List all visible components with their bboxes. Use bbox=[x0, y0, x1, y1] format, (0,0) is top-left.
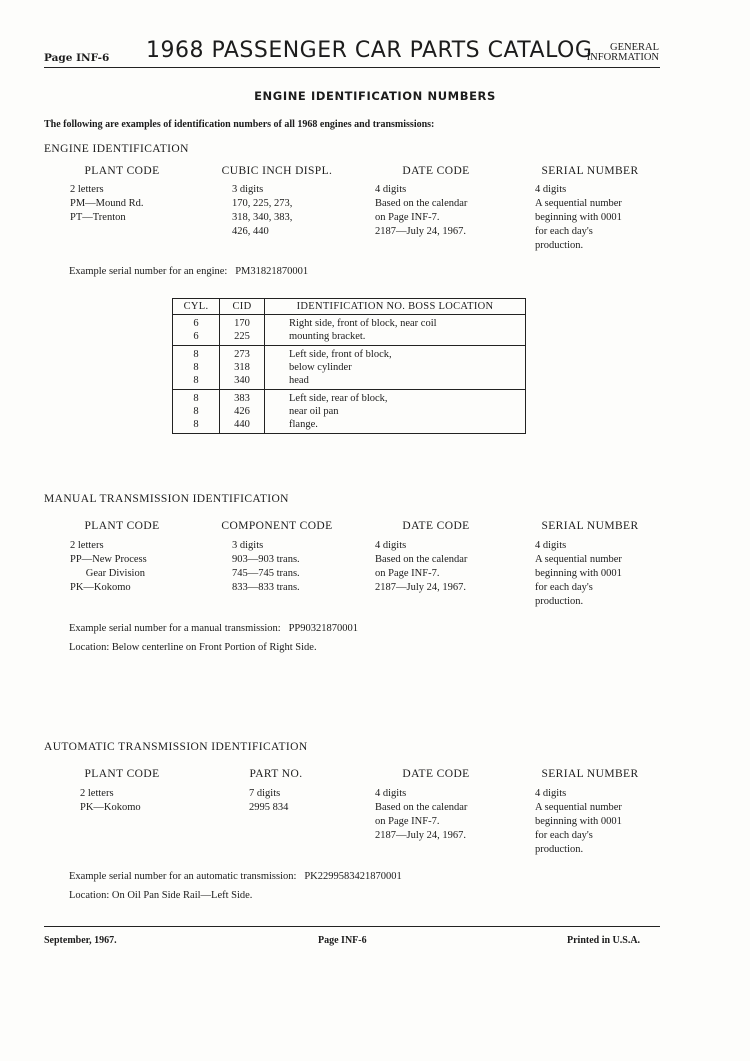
manual-heading: MANUAL TRANSMISSION IDENTIFICATION bbox=[44, 493, 289, 505]
automatic-example bbox=[69, 871, 402, 882]
automatic-col2-head: PART NO. bbox=[249, 768, 303, 780]
automatic-col4-head: SERIAL NUMBER bbox=[541, 768, 639, 780]
automatic-col3-head: DATE CODE bbox=[402, 768, 470, 780]
catalog-title: 1968 PASSENGER CAR PARTS CATALOG bbox=[146, 38, 593, 63]
manual-col1-body: 2 letters PP—New Process Gear Division PK—Kokomo bbox=[70, 540, 147, 593]
intro-text: The following are examples of identification numbers of all 1968 engines and transmissions: bbox=[44, 119, 435, 130]
footer-rule bbox=[44, 926, 660, 927]
manual-col2-body: 3 digits 903—903 trans. 745—745 trans. 833—833 trans. bbox=[232, 540, 300, 593]
table-cell-cid: 273 318 340 bbox=[220, 346, 265, 390]
engine-col4-body: 4 digits A sequential number beginning with 0001 for each day's production. bbox=[535, 184, 622, 251]
table-cell-location: Right side, front of block, near coil mounting bracket. bbox=[265, 315, 526, 346]
section-label-line1: GENERAL bbox=[610, 42, 659, 53]
table-cell-cyl: 8 8 8 bbox=[173, 390, 220, 434]
engine-heading: ENGINE IDENTIFICATION bbox=[44, 143, 189, 155]
engine-col1-head: PLANT CODE bbox=[84, 165, 160, 177]
manual-example bbox=[69, 623, 358, 634]
manual-col3-head: DATE CODE bbox=[402, 520, 470, 532]
table-cell-location: Left side, front of block, below cylinder head bbox=[265, 346, 526, 390]
engine-col2-head: CUBIC INCH DISPL. bbox=[221, 165, 333, 177]
table-cell-cyl: 6 6 bbox=[173, 315, 220, 346]
automatic-heading: AUTOMATIC TRANSMISSION IDENTIFICATION bbox=[44, 741, 308, 753]
engine-col1-body: 2 letters PM—Mound Rd. PT—Trenton bbox=[70, 184, 144, 223]
table-header-location: IDENTIFICATION NO. BOSS LOCATION bbox=[265, 299, 526, 315]
engine-col3-head: DATE CODE bbox=[402, 165, 470, 177]
footer-date: September, 1967. bbox=[44, 935, 117, 946]
table-header-row bbox=[173, 299, 526, 315]
manual-example-label: Example serial number for a manual transmission: bbox=[69, 623, 281, 634]
engine-col4-head: SERIAL NUMBER bbox=[541, 165, 639, 177]
header-rule bbox=[44, 67, 660, 68]
automatic-col1-body: 2 letters PK—Kokomo bbox=[80, 788, 141, 813]
table-row bbox=[173, 346, 526, 390]
table-cell-cyl: 8 8 8 bbox=[173, 346, 220, 390]
automatic-col4-body: 4 digits A sequential number beginning with 0001 for each day's production. bbox=[535, 788, 622, 855]
manual-col4-body: 4 digits A sequential number beginning with 0001 for each day's production. bbox=[535, 540, 622, 607]
manual-col2-head: COMPONENT CODE bbox=[221, 520, 333, 532]
engine-col2-body: 3 digits 170, 225, 273, 318, 340, 383, 426, 440 bbox=[232, 184, 293, 237]
section-label-line2: INFORMATION bbox=[586, 52, 659, 63]
automatic-col2-body: 7 digits 2995 834 bbox=[249, 788, 289, 813]
automatic-example-label: Example serial number for an automatic transmission: bbox=[69, 871, 297, 882]
table-header-cyl: CYL. bbox=[173, 299, 220, 315]
table-header-cid: CID bbox=[220, 299, 265, 315]
engine-example-label: Example serial number for an engine: bbox=[69, 266, 228, 277]
automatic-location: Location: On Oil Pan Side Rail—Left Side. bbox=[69, 890, 253, 901]
engine-col3-body: 4 digits Based on the calendar on Page INF-7. 2187—July 24, 1967. bbox=[375, 184, 468, 237]
manual-col4-head: SERIAL NUMBER bbox=[541, 520, 639, 532]
engine-example bbox=[69, 266, 308, 277]
footer-printed: Printed in U.S.A. bbox=[567, 935, 641, 946]
section-label bbox=[566, 43, 659, 63]
footer-page-number: Page INF-6 bbox=[318, 935, 367, 946]
manual-col1-head: PLANT CODE bbox=[84, 520, 160, 532]
automatic-col3-body: 4 digits Based on the calendar on Page INF-7. 2187—July 24, 1967. bbox=[375, 788, 468, 841]
table-row bbox=[173, 315, 526, 346]
table-cell-cid: 170 225 bbox=[220, 315, 265, 346]
page-title: ENGINE IDENTIFICATION NUMBERS bbox=[254, 89, 496, 103]
engine-example-value: PM31821870001 bbox=[235, 266, 309, 277]
table-row bbox=[173, 390, 526, 434]
manual-example-value: PP90321870001 bbox=[288, 623, 359, 634]
page-number-left: Page INF-6 bbox=[44, 52, 110, 64]
automatic-example-value: PK2299583421870001 bbox=[304, 871, 402, 882]
manual-location: Location: Below centerline on Front Portion of Right Side. bbox=[69, 642, 317, 653]
table-cell-cid: 383 426 440 bbox=[220, 390, 265, 434]
table-cell-location: Left side, rear of block, near oil pan flange. bbox=[265, 390, 526, 434]
boss-location-table bbox=[172, 298, 526, 434]
manual-col3-body: 4 digits Based on the calendar on Page INF-7. 2187—July 24, 1967. bbox=[375, 540, 468, 593]
automatic-col1-head: PLANT CODE bbox=[84, 768, 160, 780]
